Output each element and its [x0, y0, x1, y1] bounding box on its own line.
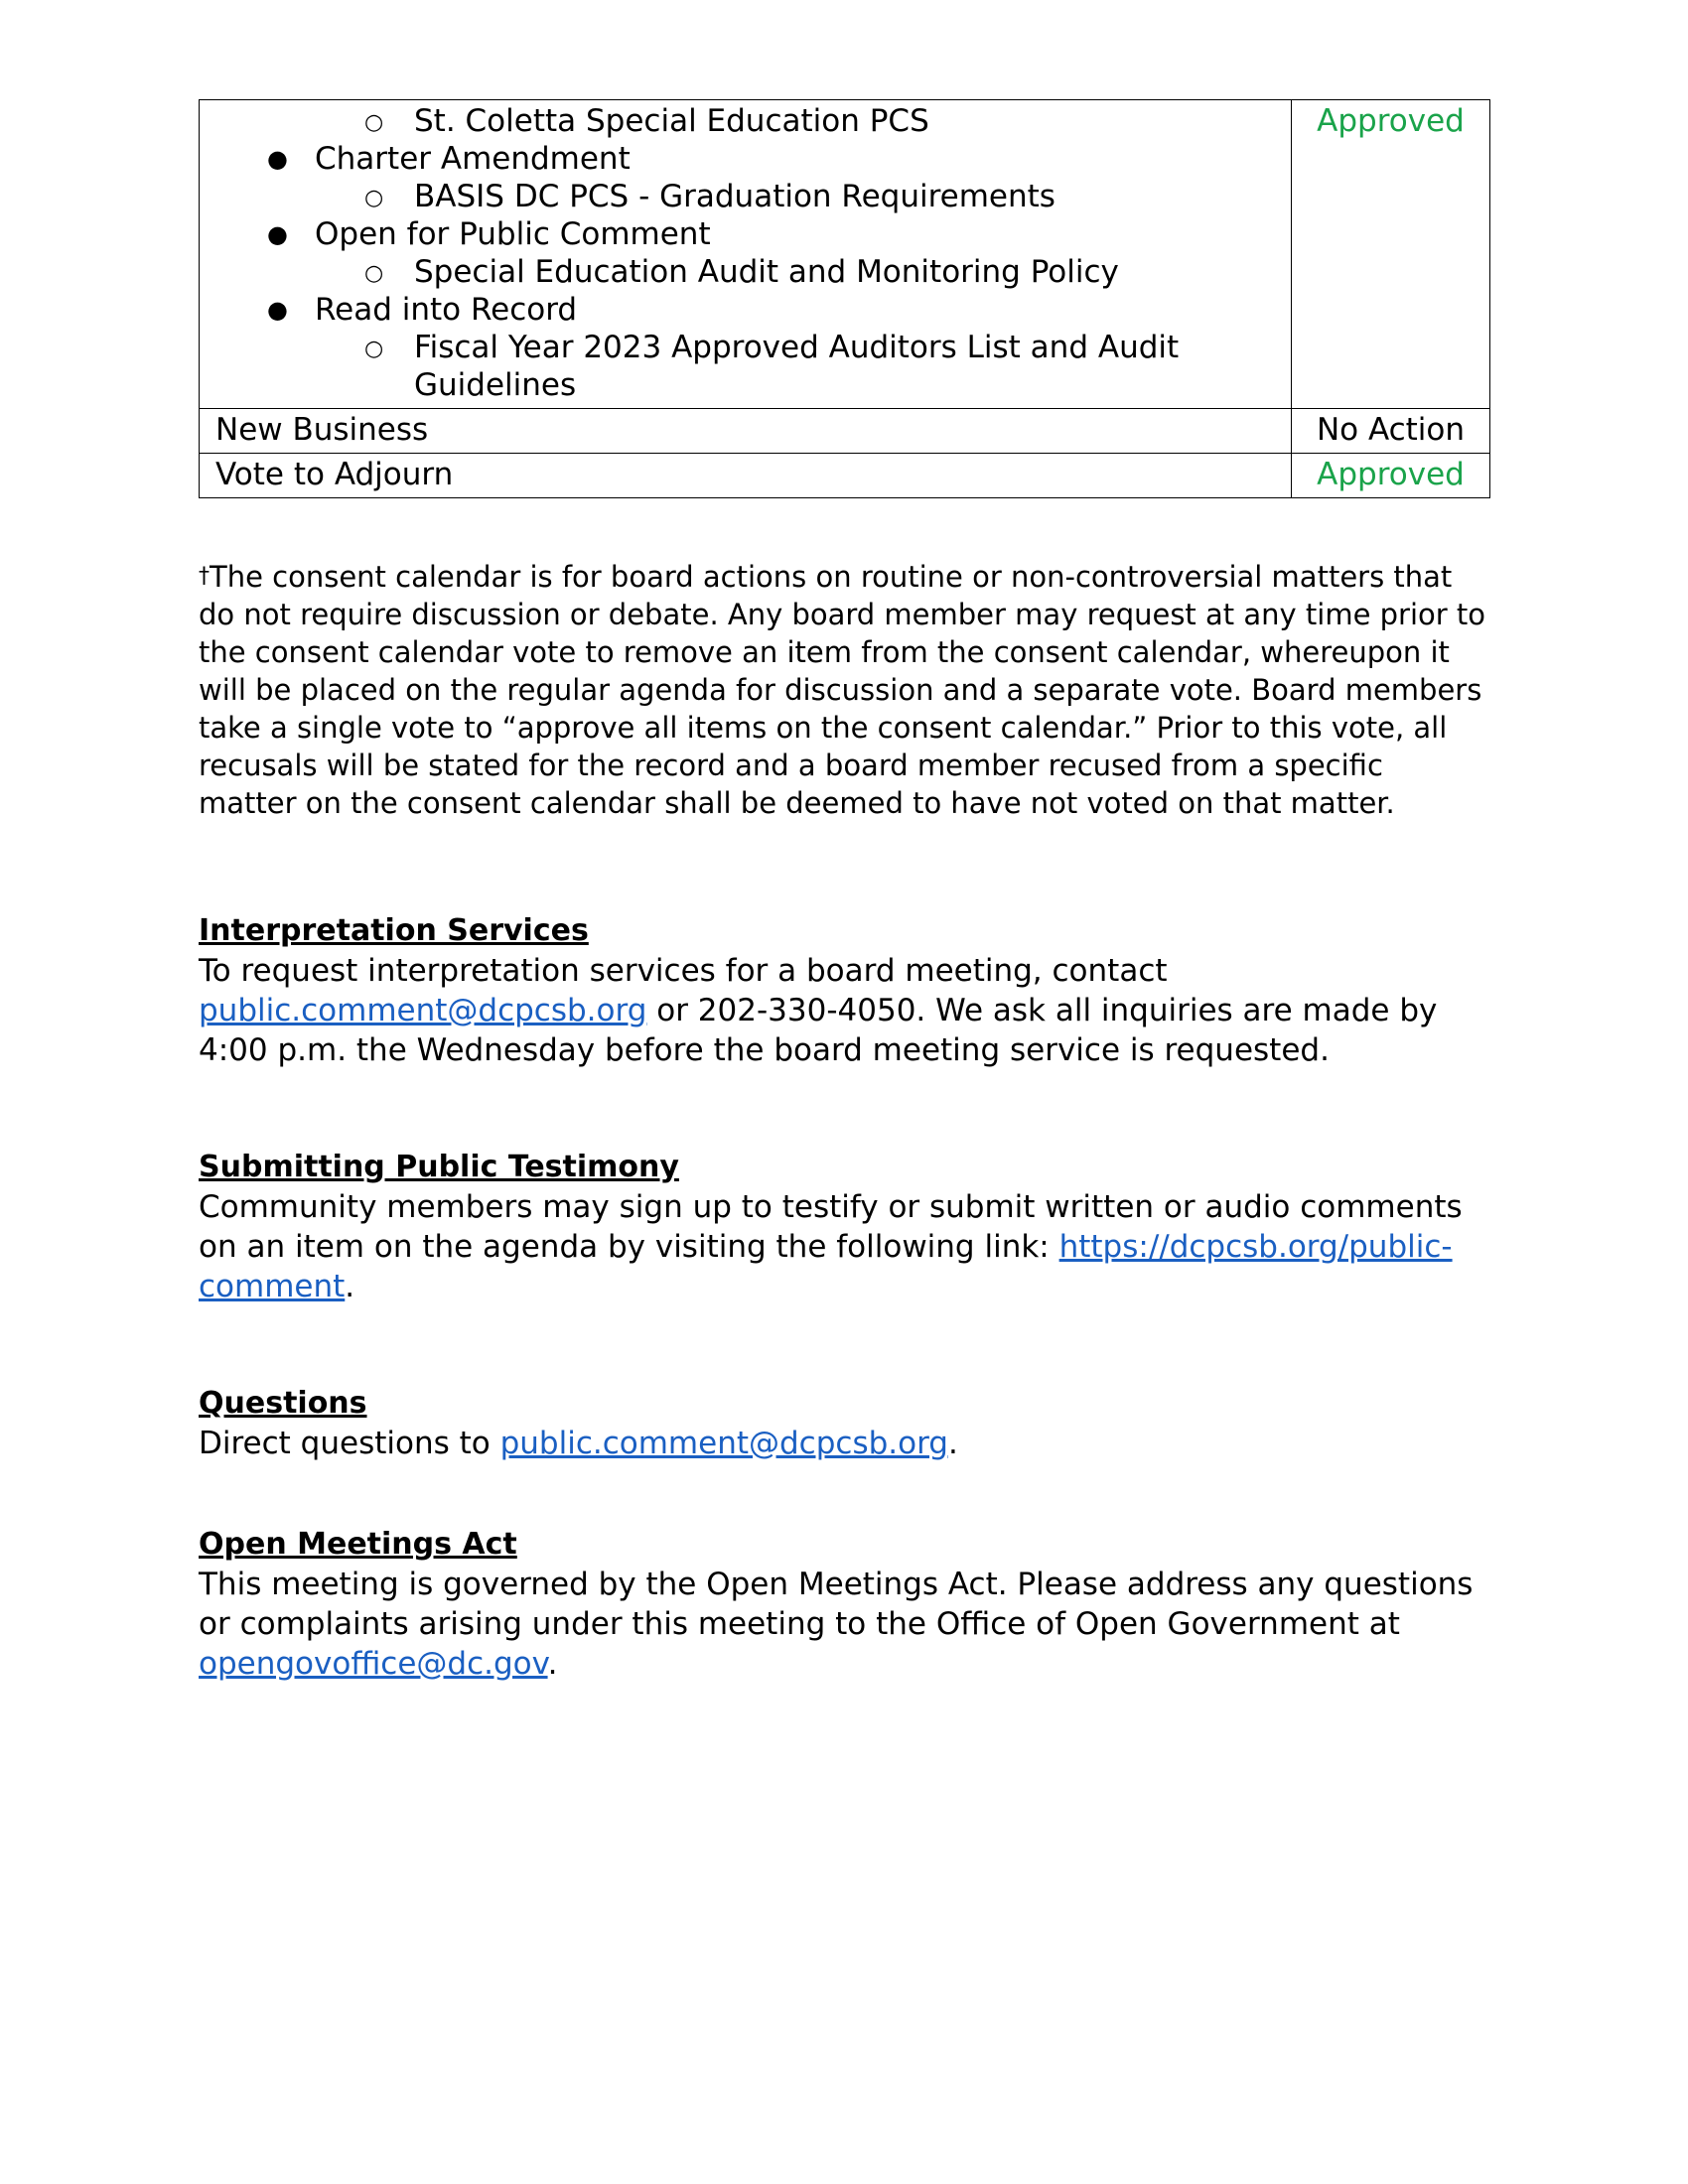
text-fragment: or 202-330-4050. We ask all inquiries are made by 4:00 p.m. the Wednesday before the board meeting service is requested. — [199, 993, 1438, 1068]
agenda-items-cell — [200, 100, 1292, 409]
hollow-bullet-icon: ○ — [364, 186, 384, 210]
item-label: Charter Amendment — [315, 141, 631, 177]
text-fragment: . — [345, 1269, 355, 1304]
subitem-label: BASIS DC PCS - Graduation Requirements — [414, 179, 1055, 214]
sub-list — [315, 253, 1275, 291]
interpretation-section — [199, 911, 1489, 1070]
bullet-icon: ● — [267, 145, 288, 173]
hollow-bullet-icon: ○ — [364, 110, 384, 135]
subitem-label: St. Coletta Special Education PCS — [414, 103, 929, 139]
list-item — [315, 253, 1275, 291]
list-item — [315, 329, 1275, 404]
questions-text — [199, 1424, 1489, 1463]
agenda-list — [215, 140, 1275, 404]
bullet-icon: ● — [267, 220, 288, 248]
text-fragment: . — [547, 1646, 558, 1682]
public-comment-link[interactable]: https://dcpcsb.org/public-comment — [199, 1229, 1453, 1304]
status-approved: Approved — [1292, 454, 1490, 498]
email-link[interactable]: public.comment@dcpcsb.org — [199, 993, 647, 1028]
hollow-bullet-icon: ○ — [364, 261, 384, 286]
item-label: Open for Public Comment — [315, 216, 711, 252]
bullet-icon: ● — [267, 296, 288, 324]
interpretation-heading: Interpretation Services — [199, 913, 589, 948]
dagger-symbol: † — [199, 564, 210, 589]
text-fragment: . — [947, 1426, 958, 1461]
list-item — [215, 291, 1275, 404]
subitem-label: Fiscal Year 2023 Approved Auditors List and Audit Guidelines — [414, 330, 1180, 403]
testimony-text — [199, 1187, 1489, 1306]
hollow-bullet-icon: ○ — [364, 337, 384, 361]
interpretation-text — [199, 951, 1489, 1070]
testimony-section — [199, 1148, 1489, 1306]
email-link[interactable]: opengovoffice@dc.gov — [199, 1646, 548, 1682]
agenda-item-new-business: New Business — [200, 409, 1292, 454]
consent-calendar-footnote — [199, 558, 1489, 822]
questions-section — [199, 1384, 1489, 1463]
list-item — [215, 102, 1275, 140]
agenda-table — [199, 99, 1490, 498]
agenda-item-vote-to-adjourn: Vote to Adjourn — [200, 454, 1292, 498]
table-row — [200, 454, 1490, 498]
text-fragment: Direct questions to — [199, 1426, 500, 1461]
list-item — [215, 140, 1275, 215]
subitem-label: Special Education Audit and Monitoring Policy — [414, 254, 1119, 290]
testimony-heading: Submitting Public Testimony — [199, 1150, 679, 1184]
status-no-action: No Action — [1292, 409, 1490, 454]
list-item — [315, 178, 1275, 215]
questions-heading: Questions — [199, 1386, 367, 1421]
text-fragment: This meeting is governed by the Open Meetings Act. Please address any questions or complaints arising under this meeting to the Office of Open Government at — [199, 1567, 1474, 1642]
open-meetings-heading: Open Meetings Act — [199, 1527, 517, 1562]
table-row — [200, 409, 1490, 454]
document-page — [199, 99, 1489, 1684]
text-fragment: To request interpretation services for a board meeting, contact — [199, 953, 1168, 989]
list-item — [215, 215, 1275, 291]
sub-list — [315, 178, 1275, 215]
sub-list — [315, 329, 1275, 404]
open-meetings-text — [199, 1565, 1489, 1684]
text-fragment: Community members may sign up to testify or submit written or audio comments on an item on the agenda by visiting the following link: — [199, 1189, 1463, 1265]
status-approved: Approved — [1292, 100, 1490, 409]
footnote-text: The consent calendar is for board actions on routine or non-controversial matters that do not require discussion or debate. Any board member may request at any time prior to the consent calendar vote to remove an item from the consent calendar, whereupon it will be placed on the regular agenda for discussion and a separate vote. Board members take a single vote to “approve all items on the consent calendar.” Prior to this vote, all recusals will be stated for the record and a board member recused from a specific matter on the consent calendar shall be deemed to have not voted on that matter. — [199, 560, 1486, 820]
email-link[interactable]: public.comment@dcpcsb.org — [499, 1426, 948, 1461]
table-row — [200, 100, 1490, 409]
open-meetings-section — [199, 1525, 1489, 1684]
item-label: Read into Record — [315, 292, 578, 328]
